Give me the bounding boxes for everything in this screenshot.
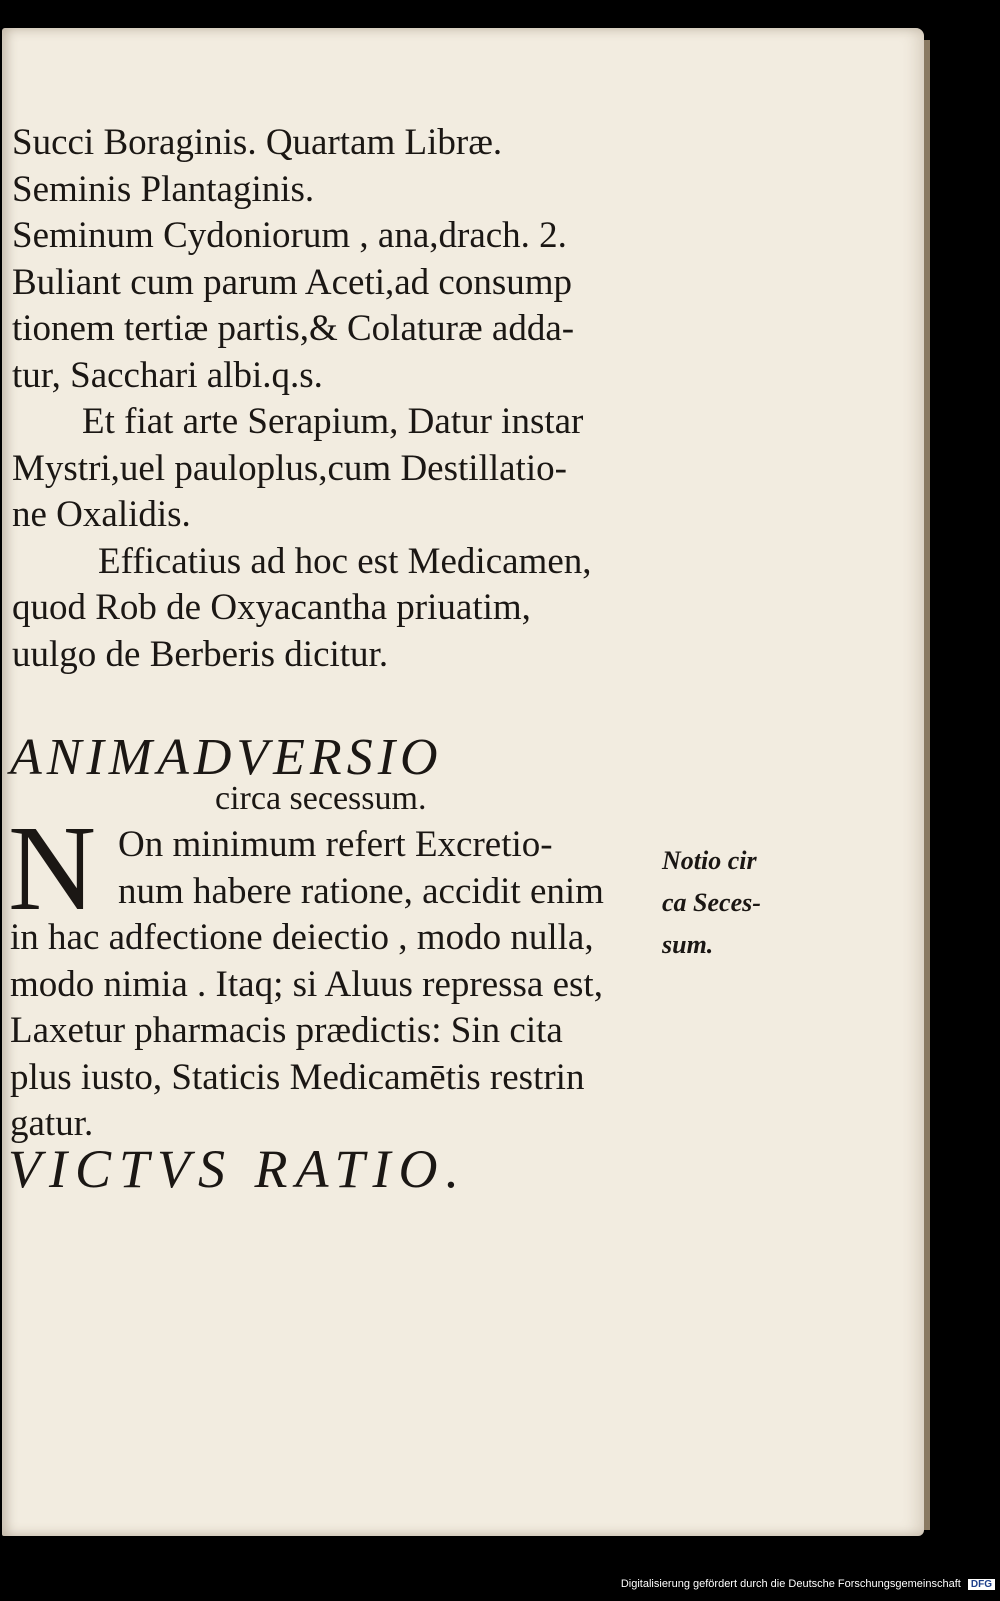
marginal-line: sum. xyxy=(662,930,714,959)
text-line: tur, Sacchari albi.q.s. xyxy=(12,354,323,396)
marginal-note xyxy=(662,840,792,966)
text-line: Buliant cum parum Aceti,ad consump xyxy=(12,261,573,303)
text-line: Efficatius ad hoc est Medicamen, xyxy=(98,540,592,582)
text-line: num habere ratione, accidit enim xyxy=(118,870,604,912)
text-line: tionem tertiæ partis,& Colaturæ adda- xyxy=(12,308,575,349)
text-line: Mystri,uel pauloplus,cum Destillatio- xyxy=(12,447,567,489)
section-heading-victus: VICTVS RATIO. xyxy=(8,1139,467,1199)
marginal-line: Notio cir xyxy=(662,846,757,875)
text-line: Seminum Cydoniorum , ana,drach. 2. xyxy=(12,215,567,256)
drop-capital: N xyxy=(8,801,97,936)
text-line: modo nimia . Itaq; si Aluus repressa est, xyxy=(10,963,603,1005)
page-edge xyxy=(924,40,930,1530)
text-line: Seminis Plantaginis. xyxy=(12,168,315,210)
text-line: gatur. xyxy=(10,1103,94,1144)
marginal-line: ca Seces- xyxy=(662,888,761,917)
text-line: Laxetur pharmacis prædictis: Sin cita xyxy=(10,1010,563,1051)
section-heading: ANIMADVERSIO xyxy=(10,729,443,786)
text-line: ne Oxalidis. xyxy=(12,494,191,535)
paragraph-secessum xyxy=(10,822,675,1148)
dfg-logo: DFG xyxy=(968,1579,995,1590)
text-line: in hac adfectione deiectio , modo nulla, xyxy=(10,917,594,958)
footer-text: Digitalisierung gefördert durch die Deutsche Forschungsgemeinschaft xyxy=(620,1578,961,1590)
text-line: On minimum refert Excretio- xyxy=(118,824,553,865)
digitization-footer xyxy=(0,1578,995,1590)
main-text xyxy=(12,120,672,678)
text-line: Succi Boraginis. Quartam Libræ. xyxy=(12,122,503,163)
text-line: quod Rob de Oxyacantha priuatim, xyxy=(12,587,531,628)
text-line: uulgo de Berberis dicitur. xyxy=(12,633,389,675)
section-subheading: circa secessum. xyxy=(215,780,427,817)
text-line: plus iusto, Staticis Medicamētis restrin xyxy=(10,1056,585,1098)
text-line: Et fiat arte Serapium, Datur instar xyxy=(82,401,584,442)
